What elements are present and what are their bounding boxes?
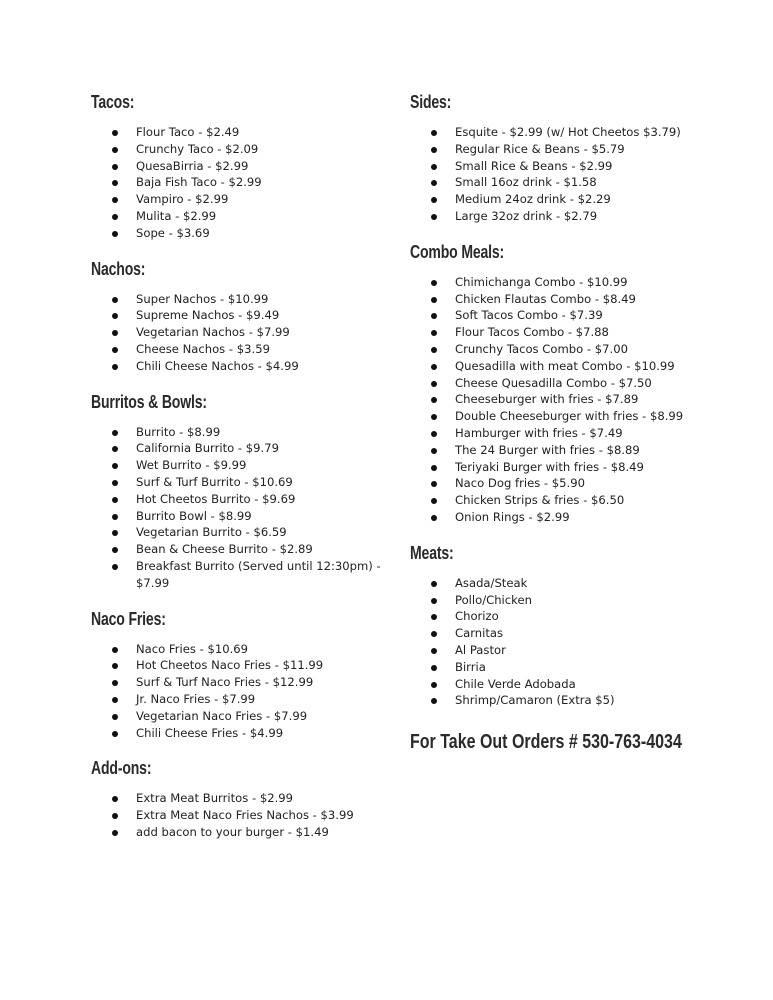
bullet-icon: [431, 280, 437, 286]
menu-item: [91, 657, 391, 674]
menu-item-text: Sope - $3.69: [136, 225, 210, 240]
menu-item: [410, 509, 740, 526]
menu-item: [91, 474, 391, 491]
menu-item-text: Super Nachos - $10.99: [136, 291, 269, 306]
menu-item-text: Bean & Cheese Burrito - $2.89: [136, 542, 313, 557]
menu-item-text: Regular Rice & Beans - $5.79: [455, 141, 625, 156]
menu-item: [410, 442, 740, 459]
menu-item-text: Burrito Bowl - $8.99: [136, 508, 252, 523]
menu-item: [91, 208, 391, 225]
bullet-icon: [112, 364, 118, 370]
bullet-icon: [112, 697, 118, 703]
menu-item-text: Hot Cheetos Burrito - $9.69: [136, 491, 296, 506]
menu-item-text: Teriyaki Burger with fries - $8.49: [455, 459, 644, 474]
menu-item-text: Hamburger with fries - $7.49: [455, 425, 623, 440]
bullet-icon: [431, 431, 437, 437]
menu-item-text: Wet Burrito - $9.99: [136, 458, 247, 473]
bullet-icon: [112, 197, 118, 203]
menu-section-naco-fries: [91, 609, 391, 742]
menu-item-list: [91, 641, 391, 742]
menu-item-list: [410, 274, 740, 526]
section-heading: Burritos & Bowls:: [91, 391, 207, 412]
menu-item-text: Vegetarian Burrito - $6.59: [136, 525, 287, 540]
menu-item: [91, 824, 391, 841]
menu-item: [91, 508, 391, 525]
bullet-icon: [431, 347, 437, 353]
menu-item-text: Breakfast Burrito (Served until 12:30pm) - $7.99: [136, 558, 381, 590]
bullet-icon: [431, 313, 437, 319]
bullet-icon: [112, 330, 118, 336]
menu-item: [410, 475, 740, 492]
menu-item-text: Hot Cheetos Naco Fries - $11.99: [136, 658, 324, 673]
menu-item-text: Extra Meat Naco Fries Nachos - $3.99: [136, 808, 354, 823]
menu-item: [91, 674, 391, 691]
bullet-icon: [112, 796, 118, 802]
right-sections: [410, 92, 740, 709]
bullet-icon: [431, 698, 437, 704]
menu-item: [410, 324, 740, 341]
menu-item: [410, 425, 740, 442]
menu-item: [91, 790, 391, 807]
bullet-icon: [431, 197, 437, 203]
bullet-icon: [112, 297, 118, 303]
section-heading: Tacos:: [91, 92, 135, 112]
menu-item: [91, 191, 391, 208]
menu-item-text: Supreme Nachos - $9.49: [136, 308, 280, 323]
menu-section-nachos: [91, 259, 391, 375]
menu-item-text: add bacon to your burger - $1.49: [136, 824, 329, 839]
menu-item: [410, 208, 740, 225]
right-column: [410, 92, 740, 754]
menu-item-text: Mulita - $2.99: [136, 208, 217, 223]
menu-item-text: Vampiro - $2.99: [136, 192, 229, 207]
menu-item-list: [91, 424, 391, 592]
menu-item: [91, 141, 391, 158]
section-heading: Nachos:: [91, 258, 146, 279]
menu-item-list: [91, 291, 391, 375]
menu-section-combo-meals: [410, 242, 740, 526]
menu-item-text: Chorizo: [455, 609, 499, 624]
menu-item: [410, 642, 740, 659]
bullet-icon: [431, 164, 437, 170]
menu-item-text: The 24 Burger with fries - $8.89: [455, 442, 640, 457]
menu-item-text: Pollo/Chicken: [455, 592, 532, 607]
bullet-icon: [112, 463, 118, 469]
bullet-icon: [112, 164, 118, 170]
menu-item-text: Al Pastor: [455, 642, 506, 657]
menu-item-text: Extra Meat Burritos - $2.99: [136, 791, 294, 806]
menu-section-add-ons: [91, 758, 391, 840]
bullet-icon: [112, 347, 118, 353]
menu-item: [91, 491, 391, 508]
menu-item-text: California Burrito - $9.79: [136, 441, 279, 456]
menu-section-tacos: [91, 92, 391, 242]
menu-item: [410, 676, 740, 693]
menu-item: [91, 358, 391, 375]
bullet-icon: [112, 547, 118, 553]
menu-item-text: Medium 24oz drink - $2.29: [455, 192, 611, 207]
menu-item: [91, 424, 391, 441]
menu-item: [91, 307, 391, 324]
bullet-icon: [431, 448, 437, 454]
bullet-icon: [431, 648, 437, 654]
menu-item-text: Naco Fries - $10.69: [136, 641, 249, 656]
menu-item: [91, 124, 391, 141]
menu-item-text: Cheeseburger with fries - $7.89: [455, 392, 639, 407]
menu-item: [91, 558, 391, 592]
bullet-icon: [112, 680, 118, 686]
menu-item-text: Double Cheeseburger with fries - $8.99: [455, 409, 684, 424]
bullet-icon: [112, 480, 118, 486]
menu-item: [410, 659, 740, 676]
menu-item-text: Surf & Turf Burrito - $10.69: [136, 474, 293, 489]
bullet-icon: [112, 514, 118, 520]
menu-item: [91, 324, 391, 341]
bullet-icon: [112, 813, 118, 819]
menu-item-text: Small 16oz drink - $1.58: [455, 175, 597, 190]
menu-item-text: Chicken Strips & fries - $6.50: [455, 493, 625, 508]
menu-item: [91, 524, 391, 541]
menu-item-text: Chimichanga Combo - $10.99: [455, 274, 628, 289]
menu-item: [410, 141, 740, 158]
section-heading: Combo Meals:: [410, 241, 505, 262]
menu-item: [91, 158, 391, 175]
menu-item: [91, 174, 391, 191]
bullet-icon: [431, 682, 437, 688]
bullet-icon: [112, 497, 118, 503]
menu-item: [91, 725, 391, 742]
bullet-icon: [431, 180, 437, 186]
menu-item-text: Burrito - $8.99: [136, 424, 221, 439]
bullet-icon: [431, 130, 437, 136]
bullet-icon: [112, 147, 118, 153]
bullet-icon: [112, 231, 118, 237]
menu-item: [91, 457, 391, 474]
bullet-icon: [112, 663, 118, 669]
menu-item-text: Baja Fish Taco - $2.99: [136, 175, 262, 190]
menu-item-text: Chile Verde Adobada: [455, 676, 576, 691]
menu-item-text: Flour Taco - $2.49: [136, 125, 240, 139]
section-heading: Sides:: [410, 92, 452, 112]
bullet-icon: [112, 180, 118, 186]
menu-item-text: Surf & Turf Naco Fries - $12.99: [136, 675, 314, 690]
menu-item: [410, 575, 740, 592]
menu-item: [410, 174, 740, 191]
menu-item: [410, 391, 740, 408]
bullet-icon: [112, 530, 118, 536]
bullet-icon: [112, 714, 118, 720]
menu-item-text: Chili Cheese Nachos - $4.99: [136, 358, 299, 373]
bullet-icon: [431, 330, 437, 336]
menu-item: [410, 291, 740, 308]
bullet-icon: [431, 381, 437, 387]
menu-item-text: Chicken Flautas Combo - $8.49: [455, 291, 636, 306]
bullet-icon: [112, 130, 118, 136]
bullet-icon: [431, 397, 437, 403]
menu-item-text: Large 32oz drink - $2.79: [455, 208, 598, 223]
bullet-icon: [431, 581, 437, 587]
menu-item-text: QuesaBirria - $2.99: [136, 158, 249, 173]
menu-item-text: Carnitas: [455, 626, 504, 641]
menu-item-text: Small Rice & Beans - $2.99: [455, 158, 613, 173]
takeout-phone-heading: For Take Out Orders # 530-763-4034: [410, 731, 682, 754]
menu-item: [91, 691, 391, 708]
menu-item: [410, 307, 740, 324]
bullet-icon: [112, 430, 118, 436]
bullet-icon: [112, 313, 118, 319]
menu-item-text: Vegetarian Naco Fries - $7.99: [136, 708, 308, 723]
menu-item: [91, 708, 391, 725]
menu-item-text: Naco Dog fries - $5.90: [455, 476, 585, 491]
bullet-icon: [112, 214, 118, 220]
menu-item-text: Cheese Quesadilla Combo - $7.50: [455, 375, 652, 390]
bullet-icon: [431, 297, 437, 303]
menu-item-text: Soft Tacos Combo - $7.39: [455, 308, 603, 323]
menu-item-list: [91, 124, 391, 242]
bullet-icon: [431, 614, 437, 620]
bullet-icon: [431, 364, 437, 370]
menu-item-text: Quesadilla with meat Combo - $10.99: [455, 358, 675, 373]
menu-item-text: Vegetarian Nachos - $7.99: [136, 325, 290, 340]
menu-item-text: Birria: [455, 659, 486, 674]
bullet-icon: [112, 647, 118, 653]
menu-item-list: [410, 124, 740, 225]
bullet-icon: [431, 631, 437, 637]
menu-item-list: [410, 575, 740, 709]
bullet-icon: [112, 446, 118, 452]
menu-item: [91, 341, 391, 358]
menu-item-text: Chili Cheese Fries - $4.99: [136, 725, 284, 740]
menu-item: [410, 274, 740, 291]
menu-item-text: Flour Tacos Combo - $7.88: [455, 325, 609, 340]
bullet-icon: [112, 731, 118, 737]
menu-item-text: Esquite - $2.99 (w/ Hot Cheetos $3.79): [455, 125, 681, 139]
section-heading: Naco Fries:: [91, 608, 166, 629]
bullet-icon: [431, 515, 437, 521]
menu-item: [410, 191, 740, 208]
menu-item-text: Cheese Nachos - $3.59: [136, 341, 270, 356]
bullet-icon: [431, 498, 437, 504]
menu-section-burritos-bowls: [91, 392, 391, 592]
menu-item-text: Asada/Steak: [455, 575, 528, 590]
menu-item: [410, 358, 740, 375]
bullet-icon: [112, 564, 118, 570]
menu-item: [410, 592, 740, 609]
bullet-icon: [431, 598, 437, 604]
left-column: [91, 92, 391, 858]
menu-item-list: [91, 790, 391, 840]
menu-item-text: Jr. Naco Fries - $7.99: [136, 691, 256, 706]
menu-item-text: Crunchy Taco - $2.09: [136, 141, 259, 156]
section-heading: Meats:: [410, 542, 454, 563]
menu-item-text: Crunchy Tacos Combo - $7.00: [455, 341, 628, 356]
menu-item: [91, 291, 391, 308]
menu-item: [410, 692, 740, 709]
menu-item-text: Onion Rings - $2.99: [455, 509, 570, 524]
menu-item: [410, 408, 740, 425]
menu-section-sides: [410, 92, 740, 225]
bullet-icon: [431, 665, 437, 671]
menu-item: [410, 158, 740, 175]
menu-item: [410, 608, 740, 625]
menu-item: [91, 807, 391, 824]
bullet-icon: [431, 214, 437, 220]
bullet-icon: [431, 481, 437, 487]
menu-item: [410, 341, 740, 358]
menu-item: [410, 492, 740, 509]
bullet-icon: [431, 147, 437, 153]
menu-item: [410, 124, 740, 141]
menu-item: [91, 541, 391, 558]
menu-item: [91, 225, 391, 242]
section-heading: Add-ons:: [91, 758, 152, 779]
bullet-icon: [431, 465, 437, 471]
menu-item: [410, 459, 740, 476]
bullet-icon: [431, 414, 437, 420]
menu-item: [410, 625, 740, 642]
menu-item: [410, 375, 740, 392]
bullet-icon: [112, 830, 118, 836]
menu-item: [91, 440, 391, 457]
menu-item: [91, 641, 391, 658]
menu-section-meats: [410, 543, 740, 709]
menu-item-text: Shrimp/Camaron (Extra $5): [455, 693, 615, 708]
